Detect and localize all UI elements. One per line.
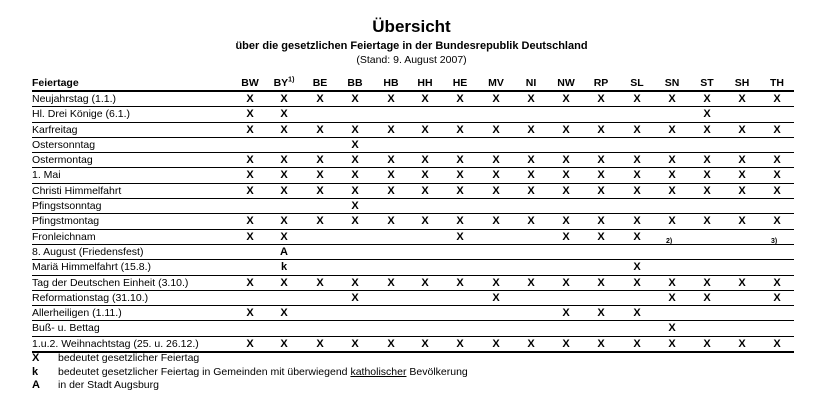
table-cell: X	[597, 230, 605, 243]
table-cell: X	[703, 215, 711, 228]
table-cell: X	[456, 123, 464, 136]
table-row	[32, 245, 794, 260]
table-cell: X	[456, 337, 464, 350]
table-cell: X	[597, 169, 605, 182]
document-title: Übersicht	[372, 17, 451, 36]
table-cell: X	[562, 169, 570, 182]
table-cell: X	[633, 230, 641, 243]
state-code: RP	[593, 77, 609, 89]
table-cell: X	[492, 93, 500, 105]
table-cell: X	[421, 337, 429, 350]
table-cell: X	[351, 200, 359, 213]
document-stand-date: (Stand: 9. August 2007)	[356, 54, 467, 66]
table-cell: X	[703, 337, 711, 350]
table-cell: X	[280, 337, 288, 350]
table-cell: X	[527, 123, 535, 136]
table-cell: X	[246, 230, 254, 243]
table-cell: X	[316, 184, 324, 197]
state-code: SN	[664, 77, 680, 89]
table-cell: X	[668, 184, 676, 197]
state-code: BE	[312, 77, 328, 89]
table-cell: X	[562, 307, 570, 320]
holiday-label: Karfreitag	[32, 123, 78, 136]
table-cell: X	[492, 337, 500, 350]
table-cell: X	[633, 337, 641, 350]
table-cell: X	[387, 169, 395, 182]
table-cell: X	[597, 123, 605, 136]
state-code: SH	[734, 77, 750, 89]
table-cell: X	[351, 184, 359, 197]
table-cell: X	[703, 108, 711, 121]
table-cell: X	[280, 123, 288, 136]
legend-text-part: bedeutet gesetzlicher Feiertag in Gemeinden mit überwiegend	[58, 365, 348, 378]
table-cell: X	[562, 337, 570, 350]
table-cell: X	[668, 123, 676, 136]
holiday-label: Buß- u. Bettag	[32, 322, 100, 335]
table-cell: X	[492, 169, 500, 182]
table-cell: X	[597, 215, 605, 228]
table-cell: X	[527, 184, 535, 197]
table-cell: X	[773, 169, 781, 182]
table-row	[32, 321, 794, 336]
table-cell: X	[351, 276, 359, 289]
state-code: HE	[452, 77, 468, 89]
table-cell: X	[633, 123, 641, 136]
table-cell: X	[280, 169, 288, 182]
table-row	[32, 153, 794, 168]
table-cell: X	[527, 276, 535, 289]
table-row	[32, 138, 794, 153]
table-cell: X	[387, 337, 395, 350]
legend-symbol: k	[32, 365, 39, 378]
table-cell: X	[316, 276, 324, 289]
table-cell: X	[562, 93, 570, 105]
table-cell: X	[387, 215, 395, 228]
table-cell: X	[703, 169, 711, 182]
table-row	[32, 107, 794, 122]
table-row	[32, 184, 794, 199]
table-cell: X	[703, 276, 711, 289]
table-cell: X	[246, 108, 254, 121]
table-cell: X	[703, 123, 711, 136]
table-cell: X	[351, 138, 359, 151]
table-cell: X	[633, 261, 641, 274]
table-cell: X	[633, 276, 641, 289]
table-cell: X	[773, 184, 781, 197]
table-row	[32, 168, 794, 183]
column-header-bb	[340, 76, 370, 90]
table-cell: X	[597, 307, 605, 320]
table-cell: X	[316, 154, 324, 167]
table-cell: X	[668, 93, 676, 105]
column-header-feiertage: Feiertage	[32, 77, 79, 89]
table-cell: X	[246, 184, 254, 197]
holiday-label: Ostermontag	[32, 154, 93, 167]
table-cell: X	[738, 93, 746, 105]
column-header-by	[269, 76, 299, 90]
table-cell: X	[738, 337, 746, 350]
table-cell: X	[351, 93, 359, 105]
table-cell: X	[527, 215, 535, 228]
table-cell: X	[387, 154, 395, 167]
state-code: MV	[488, 77, 504, 89]
holiday-label: Pfingstmontag	[32, 215, 100, 228]
table-cell: X	[492, 184, 500, 197]
holiday-label: Hl. Drei Könige (6.1.)	[32, 108, 131, 121]
table-cell: X	[773, 93, 781, 105]
column-header-th	[762, 76, 792, 90]
holiday-label: Tag der Deutschen Einheit (3.10.)	[32, 276, 189, 289]
legend-symbol: A	[32, 379, 40, 391]
table-cell: X	[597, 276, 605, 289]
table-cell: X	[527, 169, 535, 182]
column-header-ni	[516, 76, 546, 90]
table-cell: X	[456, 184, 464, 197]
legend-text-underlined: katholischer	[350, 365, 407, 378]
table-cell: X	[280, 276, 288, 289]
state-code: SL	[630, 77, 644, 89]
holiday-label: 8. August (Friedensfest)	[32, 245, 144, 258]
state-code: TH	[770, 77, 784, 89]
table-cell: X	[246, 276, 254, 289]
legend-text: bedeutet gesetzlicher Feiertag	[58, 352, 200, 364]
state-code: ST	[700, 77, 714, 89]
holiday-table	[32, 76, 794, 353]
table-cell: X	[421, 215, 429, 228]
table-cell: X	[280, 230, 288, 243]
column-header-sh	[727, 76, 757, 90]
table-cell: X	[316, 169, 324, 182]
table-cell: X	[668, 169, 676, 182]
holiday-label: Christi Himmelfahrt	[32, 184, 122, 197]
table-cell: X	[280, 108, 288, 121]
table-cell: X	[703, 93, 711, 105]
column-header-rp	[586, 76, 616, 90]
table-cell: X	[492, 291, 500, 304]
table-cell: X	[597, 337, 605, 350]
table-cell: X	[351, 215, 359, 228]
table-cell: X	[597, 154, 605, 167]
table-cell: X	[633, 307, 641, 320]
holiday-label: Pfingstsonntag	[32, 200, 102, 213]
table-cell: X	[421, 154, 429, 167]
column-header-mv	[481, 76, 511, 90]
table-cell: X	[246, 93, 254, 105]
table-cell: X	[280, 154, 288, 167]
table-cell: X	[280, 307, 288, 320]
table-cell: X	[633, 93, 641, 105]
table-cell: X	[703, 184, 711, 197]
holiday-label: Mariä Himmelfahrt (15.8.)	[32, 261, 152, 274]
table-cell: X	[527, 93, 535, 105]
table-cell: X	[492, 276, 500, 289]
table-cell: k	[280, 261, 288, 274]
table-cell: X	[492, 154, 500, 167]
table-cell: X	[351, 291, 359, 304]
table-cell: X	[351, 169, 359, 182]
table-row	[32, 214, 794, 229]
table-cell: X	[456, 169, 464, 182]
table-cell: X	[703, 154, 711, 167]
table-cell: X	[633, 169, 641, 182]
table-cell: X	[456, 93, 464, 105]
table-cell: X	[562, 123, 570, 136]
table-cell: X	[597, 93, 605, 105]
holiday-label: 1.u.2. Weihnachtstag (25. u. 26.12.)	[32, 337, 199, 350]
table-cell: X	[668, 322, 676, 335]
table-cell: X	[492, 215, 500, 228]
table-header-row	[32, 76, 794, 92]
table-cell: X	[387, 123, 395, 136]
holiday-label: Allerheiligen (1.11.)	[32, 307, 122, 320]
table-row	[32, 260, 794, 275]
table-cell: X	[668, 291, 676, 304]
table-cell: X	[246, 169, 254, 182]
table-row	[32, 276, 794, 291]
table-cell: X	[703, 291, 711, 304]
table-cell: X	[562, 230, 570, 243]
table-row	[32, 337, 794, 353]
table-cell: X	[492, 123, 500, 136]
table-cell: X	[738, 184, 746, 197]
table-row	[32, 306, 794, 321]
table-cell: X	[773, 215, 781, 228]
table-cell: X	[316, 123, 324, 136]
table-cell: X	[351, 337, 359, 350]
table-cell: X	[421, 276, 429, 289]
table-cell: X	[562, 154, 570, 167]
state-code: HH	[417, 77, 433, 89]
state-code: HB	[383, 77, 399, 89]
table-cell: X	[633, 215, 641, 228]
table-cell: X	[633, 154, 641, 167]
table-cell: X	[633, 184, 641, 197]
table-cell: X	[773, 276, 781, 289]
table-cell: X	[351, 123, 359, 136]
table-cell: X	[668, 215, 676, 228]
table-cell: X	[773, 291, 781, 304]
table-cell: X	[246, 337, 254, 350]
footnote-marker: 3)	[771, 237, 778, 245]
table-cell: X	[773, 337, 781, 350]
table-cell: X	[246, 123, 254, 136]
state-code: BW	[241, 77, 259, 89]
table-row	[32, 291, 794, 306]
table-cell: X	[456, 276, 464, 289]
table-cell: A	[280, 245, 288, 258]
table-cell: X	[738, 215, 746, 228]
table-cell: X	[597, 184, 605, 197]
table-cell: X	[316, 337, 324, 350]
column-header-hb	[376, 76, 406, 90]
state-code: BB	[347, 77, 363, 89]
footnote-marker: 1)	[288, 76, 295, 84]
legend-text-part: Bevölkerung	[409, 365, 468, 378]
table-cell: X	[351, 154, 359, 167]
table-cell: X	[421, 123, 429, 136]
table-cell: X	[246, 154, 254, 167]
table-cell: X	[527, 154, 535, 167]
table-cell: X	[738, 276, 746, 289]
table-cell: X	[562, 184, 570, 197]
table-cell: X	[246, 307, 254, 320]
holiday-label: Neujahrstag (1.1.)	[32, 93, 117, 105]
state-code: NW	[557, 77, 575, 89]
table-row	[32, 123, 794, 138]
legend-text	[58, 366, 468, 380]
table-cell: X	[280, 215, 288, 228]
state-code: BY	[273, 77, 289, 89]
footnote-marker: 2)	[666, 237, 673, 245]
column-header-nw	[551, 76, 581, 90]
table-cell: X	[668, 154, 676, 167]
table-cell: X	[773, 123, 781, 136]
column-header-sl	[622, 76, 652, 90]
table-cell: X	[421, 169, 429, 182]
holiday-label: 1. Mai	[32, 169, 61, 182]
table-cell: X	[246, 215, 254, 228]
table-row	[32, 199, 794, 214]
table-cell: X	[456, 230, 464, 243]
holiday-label: Fronleichnam	[32, 230, 96, 243]
holiday-label: Ostersonntag	[32, 138, 96, 151]
table-cell: X	[387, 184, 395, 197]
table-cell: X	[738, 123, 746, 136]
holiday-label: Reformationstag (31.10.)	[32, 291, 149, 304]
table-cell: X	[738, 169, 746, 182]
column-header-bw	[235, 76, 265, 90]
table-cell: X	[456, 154, 464, 167]
table-cell: X	[456, 215, 464, 228]
table-cell: X	[421, 93, 429, 105]
table-cell: X	[562, 276, 570, 289]
table-cell: X	[280, 184, 288, 197]
column-header-be	[305, 76, 335, 90]
table-row	[32, 92, 794, 107]
table-cell: X	[738, 154, 746, 167]
table-row	[32, 230, 794, 245]
legend-text: in der Stadt Augsburg	[58, 379, 159, 391]
table-cell: X	[316, 93, 324, 105]
column-header-hh	[410, 76, 440, 90]
table-cell: X	[387, 93, 395, 105]
table-cell: X	[280, 93, 288, 105]
table-cell: X	[316, 215, 324, 228]
column-header-he	[445, 76, 475, 90]
table-cell: X	[668, 337, 676, 350]
column-header-st	[692, 76, 722, 90]
table-cell: X	[387, 276, 395, 289]
legend-symbol: X	[32, 352, 40, 364]
table-cell: X	[421, 184, 429, 197]
table-cell: X	[562, 215, 570, 228]
state-code: NI	[525, 77, 537, 89]
table-cell: X	[668, 276, 676, 289]
table-cell: X	[773, 154, 781, 167]
column-header-sn	[657, 76, 687, 90]
table-cell: X	[527, 337, 535, 350]
document-subtitle: über die gesetzlichen Feiertage in der Bundesrepublik Deutschland	[235, 40, 588, 52]
